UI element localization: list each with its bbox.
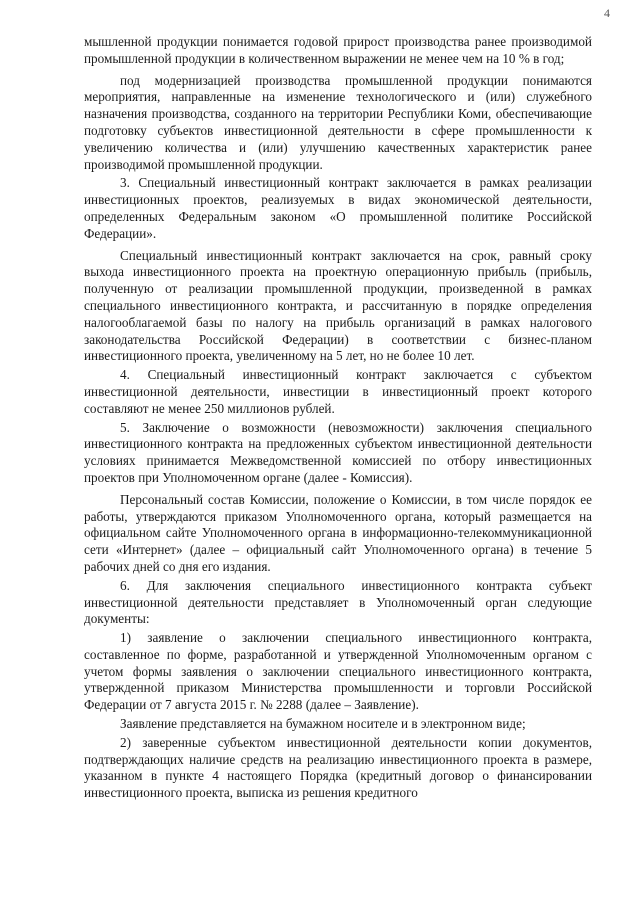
page-number: 4 (604, 6, 610, 20)
paragraph-7: Персональный состав Комиссии, положение о Комиссии, в том числе порядок ее работы, утверждаются приказом Уполномоченного органа, который размещается на официальном сайте Уполномоченного органа в информационно-телекоммуникационной сети «Интернет» (далее – официальный сайт Уполномоченного органа) в течение 5 рабочих дней со дня его издания. (84, 491, 592, 574)
paragraph-11: 2) заверенные субъектом инвестиционной деятельности копии документов, подтверждающих наличие средств на реализацию инвестиционного проекта в размере, указанном в пункте 4 настоящего Порядка (кредитный договор о финансировании инвестиционного проекта, выписка из решения кредитного (84, 734, 592, 801)
paragraph-2: под модернизацией производства промышленной продукции понимаются мероприятия, направленные на изменение технологического и (или) служебного назначения производства, созданного на территории Республики Коми, обеспечивающие подготовку субъектов инвестиционной деятельности в сфере промышленности к увеличению количества и (или) улучшению качественных характеристик ранее производимой промышленной продукции. (84, 72, 592, 172)
paragraph-9: 1) заявление о заключении специального инвестиционного контракта, составленное по форме, разработанной и утвержденной Уполномоченным органом с учетом формы заявления о заключении специального инвестиционного контракта, утвержденной приказом Министерства промышленности и торговли Российской Федерации от 7 августа 2015 г. № 2288 (далее – Заявление). (84, 630, 592, 713)
document-body (84, 34, 592, 804)
paragraph-10: Заявление представляется на бумажном носителе и в электронном виде; (120, 716, 526, 732)
paragraph-5: 4. Специальный инвестиционный контракт заключается с субъектом инвестиционной деятельности, инвестиции в инвестиционный проект которого составляют не менее 250 миллионов рублей. (84, 367, 592, 416)
paragraph-4: Специальный инвестиционный контракт заключается на срок, равный сроку выхода инвестиционного проекта на проектную операционную прибыль (прибыль, полученную от реализации промышленной продукции, произведенной в рамках специального инвестиционного контракта, и рассчитанную в порядке определения налогооблагаемой базы по налогу на прибыль организаций в рамках налогового законодательства Российской Федерации) в соответствии с бизнес-планом инвестиционного проекта, увеличенному на 5 лет, но не более 10 лет. (84, 247, 592, 364)
paragraph-8: 6. Для заключения специального инвестиционного контракта субъект инвестиционной деятельности представляет в Уполномоченный орган следующие документы: (84, 577, 592, 627)
paragraph-1: мышленной продукции понимается годовой прирост производства ранее производимой промышленной продукции в количественном выражении не менее чем на 10 % в год; (84, 34, 592, 66)
paragraph-3: 3. Специальный инвестиционный контракт заключается в рамках реализации инвестиционных проектов, реализуемых в видах экономической деятельности, определенных Федеральным законом «О промышленной политике Российской Федерации». (84, 175, 592, 241)
paragraph-6: 5. Заключение о возможности (невозможности) заключения специального инвестиционного контракта на предложенных субъектом инвестиционной деятельности условиях принимается Межведомственной комиссией по отбору инвестиционных проектов при Уполномоченном органе (далее - Комиссия). (84, 419, 592, 485)
